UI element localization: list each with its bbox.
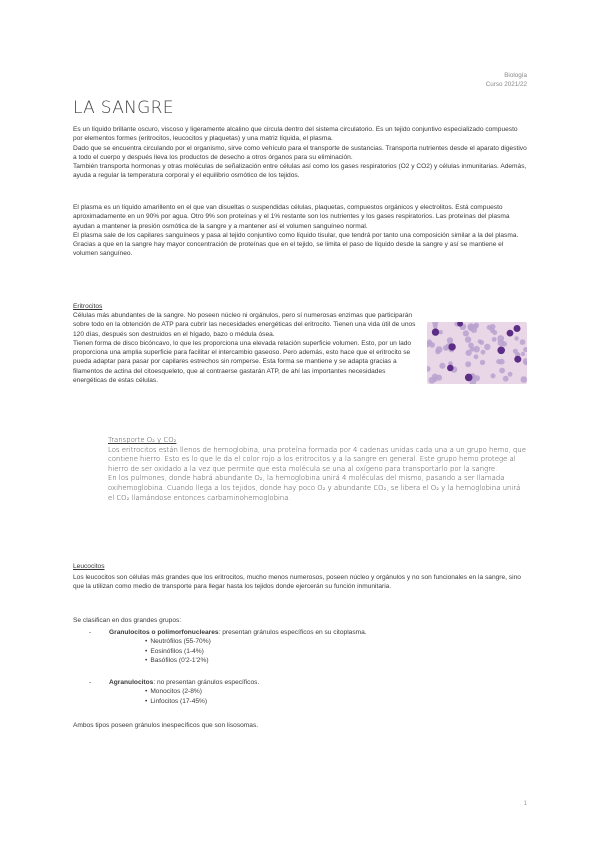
group-desc: : no presentan gránulos específicos. bbox=[153, 679, 260, 687]
plasma-paragraph: El plasma sale de los capilares sanguíneos y pasa al tejido conjuntivo como líquido tisular, que tendrá por tanto una composición similar a la del plasma. Gracias a que en la sangre hay mayor concentración de proteínas que en el tejido, se limita el paso de líquido desde la sangre y así se mantiene el volumen sanguíneo. bbox=[73, 231, 519, 258]
group-name: Agranulocitos bbox=[109, 679, 154, 687]
header-course: Curso 2021/22 bbox=[485, 80, 527, 88]
group-granulocytes bbox=[73, 628, 528, 637]
intro-section bbox=[73, 125, 528, 181]
leukocytes-intro: Los leucocitos son células más grandes que los eritrocitos, mucho menos numerosos, poseen núcleo y orgánulos y no son funcionales en la sangre, sino que la utilizan como medio de transporte para llegar hasta los tejidos donde ejercerán su función inmunitaria. bbox=[73, 574, 521, 591]
transport-paragraph: Los eritrocitos están llenos de hemoglobina, una proteína formada por 4 cadenas unidas cada una a un grupo hemo, que contiene hierro. Esto es lo que le da el color rojo a los eritrocitos y a la sangre en general. Este grupo hemo protege al hierro de ser oxidado a la vez que permite que esta molécula se una al oxígeno para transportarlo por la sangre. bbox=[108, 445, 526, 473]
leukocytes-heading: Leucocitos bbox=[73, 563, 105, 570]
list-item: • Basófilos (0'2-1'2%) bbox=[145, 656, 209, 664]
list-dash: - bbox=[89, 679, 92, 687]
leukocyte-groups bbox=[73, 628, 528, 730]
transport-heading: Transporte O₂ y CO₂ bbox=[108, 436, 177, 444]
list-item: • Neutrófilos (55-70%) bbox=[145, 638, 211, 646]
list-item: • Monocitos (2-8%) bbox=[145, 688, 202, 696]
transport-section bbox=[108, 436, 528, 503]
erythrocytes-paragraph: Tienen forma de disco bicóncavo, lo que les proporciona una elevada relación superficie volumen. Esto, por un lado proporciona una amplia superficie para facilitar el intercambio gaseoso. Pero además, esto hace que el eritrocito se pueda adaptar para pasar por capilares estrechos sin romperse. Esta forma se mantiene y se adapta gracias a filamentos de actina del citoesqueleto, que al contraerse gastarán ATP, de ahí las importantes necesidades energéticas de estas células. bbox=[73, 339, 412, 385]
intro-paragraph: También transporta hormonas y otras moléculas de señalización entre células así como los gases respiratorios (O2 y CO2) y células inmunitarias. Además, ayuda a regular la temperatura corporal y el equilibrio osmótico de los tejidos. bbox=[73, 163, 527, 180]
intro-paragraph: Dado que se encuentra circulando por el organismo, sirve como vehículo para el transporte de sustancias. Transporta nutrientes desde el aparato digestivo a todo el cuerpo y después lleva los productos de desecho a otros órganos para su eliminación. bbox=[73, 144, 527, 161]
erythrocytes-paragraph: Células más abundantes de la sangre. No poseen núcleo ni orgánulos, pero sí numerosas enzimas que participarán sobre todo en la obtención de ATP para cubrir las necesidades energéticas del eritrocito. Tienen una vida útil de unos 120 días, después son destruidos en el hígado, bazo o médula ósea. bbox=[73, 312, 416, 338]
plasma-section bbox=[73, 203, 528, 259]
list-item: • Eosinófilos (1-4%) bbox=[145, 647, 204, 655]
page-title: LA SANGRE bbox=[73, 98, 174, 118]
erythrocytes-section bbox=[73, 311, 418, 385]
list-dash: - bbox=[89, 629, 92, 636]
blood-cells-image bbox=[427, 322, 527, 384]
page-number: 1 bbox=[523, 801, 527, 807]
group-name: Granulocitos o polimorfonucleares bbox=[109, 629, 219, 636]
erythrocytes-heading: Eritrocitos bbox=[73, 303, 103, 310]
intro-paragraph: Es un líquido brillante oscuro, viscoso y ligeramente alcalino que circula dentro del sistema circulatorio. Es un tejido conjuntivo especializado compuesto por elementos formes (eritrocitos, leucocitos y plaquetas) y una matriz líquida, el plasma. bbox=[73, 126, 518, 143]
header-subject: Biología bbox=[504, 72, 527, 79]
transport-paragraph: En los pulmones, donde habrá abundante O₂, la hemoglobina unirá 4 moléculas del mismo, pasando a ser llamada oxihemoglobina. Cuando llega a los tejidos, donde hay poco O₂ y abundante CO₂, se libera el O₂ y la hemoglobina unirá el CO₂ llamándose entonces carbaminohemoglobina. bbox=[108, 474, 521, 502]
list-item: • Linfocitos (17-45%) bbox=[145, 697, 208, 705]
page-header bbox=[486, 72, 527, 89]
group-desc: : presentan gránulos específicos en su citoplasma. bbox=[218, 629, 367, 636]
leukocytes-closing: Ambos tipos poseen gránulos inespecíficos que son lisosomas. bbox=[73, 722, 259, 730]
group-agranulocytes bbox=[73, 678, 528, 687]
leukocytes-classify: Se clasifican en dos grandes grupos: bbox=[73, 617, 182, 624]
blood-cells-micrograph bbox=[427, 322, 527, 384]
plasma-paragraph: El plasma es un líquido amarillento en el que van disueltas o suspendidas células, plaquetas, compuestos orgánicos y electrolitos. Está compuesto aproximadamente en un 90% por agua. Otro 9% son proteínas y el 1% restante son los nutrientes y los gases respiratorios. Las proteínas del plasma ayudan a mantener la presión osmótica de la sangre y a mantener así el volumen sanguíneo normal. bbox=[73, 204, 510, 230]
